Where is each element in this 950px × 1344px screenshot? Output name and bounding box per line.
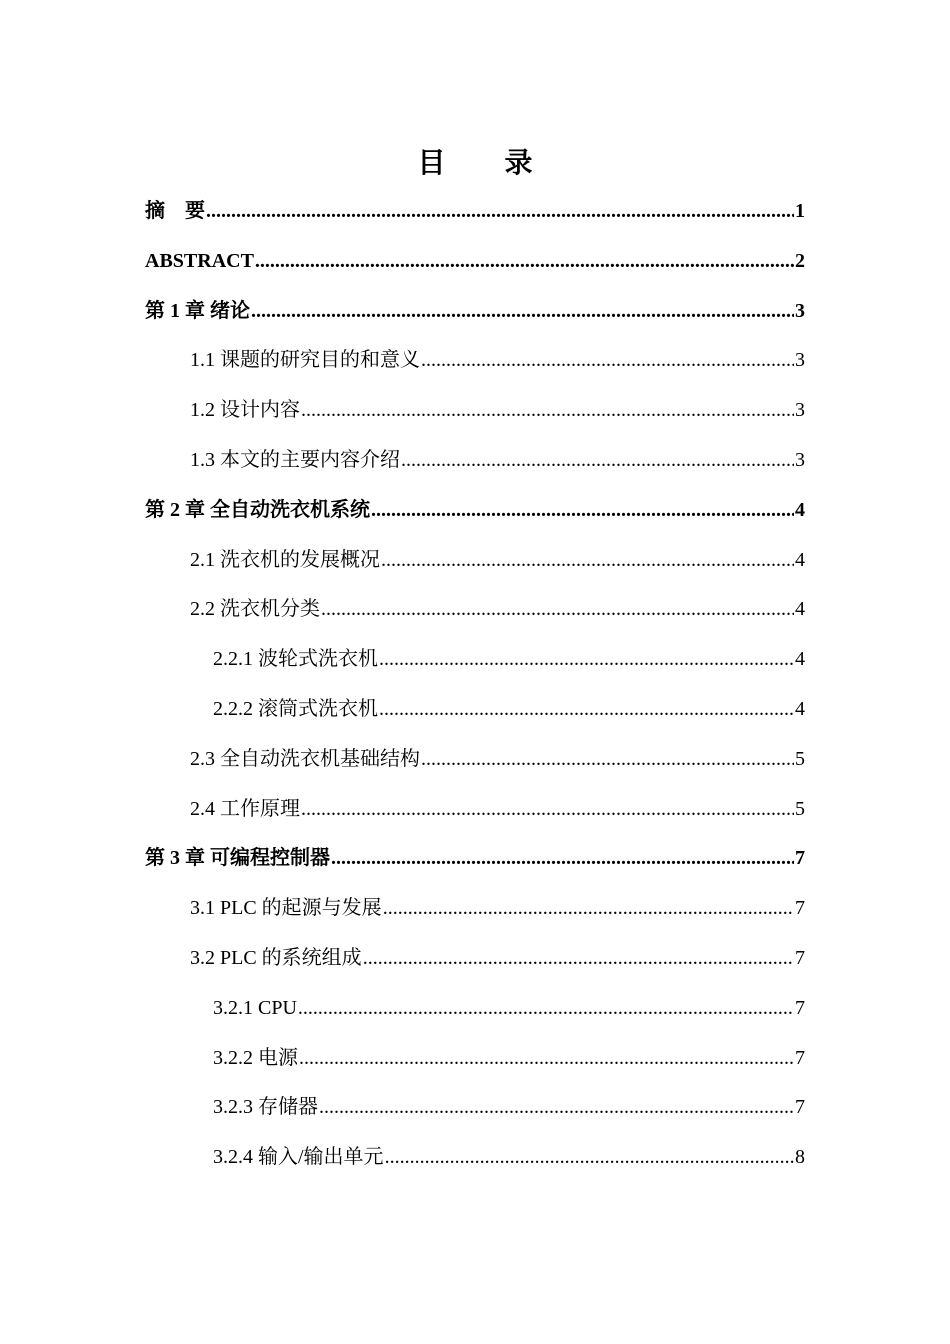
toc-entry[interactable] [145, 594, 805, 644]
toc-leader-dots [319, 1092, 794, 1122]
toc-page-number: 3 [795, 349, 805, 372]
toc-entry[interactable] [145, 345, 805, 395]
toc-entry[interactable] [145, 644, 805, 694]
toc-entry[interactable] [145, 744, 805, 794]
toc-leader-dots [301, 395, 794, 425]
toc-leader-dots [379, 694, 794, 724]
toc-entry-title: 2.2.1 波轮式洗衣机 [213, 648, 378, 671]
toc-leader-dots [301, 794, 794, 824]
toc-leader-dots [371, 495, 794, 525]
toc-leader-dots [401, 445, 794, 475]
toc-page-number: 7 [795, 946, 805, 969]
toc-entry-title: 2.1 洗衣机的发展概况 [190, 548, 380, 571]
toc-page-number: 4 [795, 697, 805, 720]
toc-entry-title: 第 1 章 绪论 [145, 299, 250, 322]
toc-leader-dots [363, 943, 794, 973]
toc-entry[interactable] [145, 1092, 805, 1142]
toc-entry[interactable] [145, 545, 805, 595]
toc-leader-dots [206, 196, 794, 226]
toc-leader-dots [379, 644, 794, 674]
toc-page-number: 8 [795, 1146, 805, 1169]
toc-leader-dots [381, 545, 794, 575]
toc-entry[interactable] [145, 794, 805, 844]
toc-leader-dots [385, 1142, 794, 1172]
toc-leader-dots [383, 893, 794, 923]
toc-entry[interactable] [145, 943, 805, 993]
toc-entry-title: 第 3 章 可编程控制器 [145, 847, 330, 870]
toc-page-number: 7 [795, 996, 805, 1019]
toc-page-number: 7 [795, 1046, 805, 1069]
toc-entry-title: 2.3 全自动洗衣机基础结构 [190, 747, 420, 770]
toc-page-number: 4 [795, 548, 805, 571]
toc-leader-dots [331, 843, 794, 873]
toc-leader-dots [251, 296, 794, 326]
toc-page-number: 4 [795, 498, 805, 521]
toc-entry-title: 3.2.1 CPU [213, 996, 297, 1019]
toc-page-number: 7 [795, 897, 805, 920]
toc-entry[interactable] [145, 694, 805, 744]
toc-entry-title: 3.1 PLC 的起源与发展 [190, 897, 382, 920]
toc-page-number: 2 [795, 249, 805, 272]
toc-entry-title: 1.3 本文的主要内容介绍 [190, 448, 400, 471]
toc-entry[interactable] [145, 993, 805, 1043]
toc-page-number: 3 [795, 448, 805, 471]
toc-entry[interactable] [145, 1142, 805, 1192]
toc-leader-dots [298, 993, 794, 1023]
toc-entry[interactable] [145, 196, 805, 246]
toc-entry-title: 2.2 洗衣机分类 [190, 598, 320, 621]
toc-entry-title: 3.2.2 电源 [213, 1046, 298, 1069]
toc-page-number: 5 [795, 797, 805, 820]
toc-entry-title: 2.2.2 滚筒式洗衣机 [213, 697, 378, 720]
toc-entry-title: 1.2 设计内容 [190, 399, 300, 422]
toc-page-number: 7 [795, 847, 805, 870]
toc-entry[interactable] [145, 246, 805, 296]
toc-entry[interactable] [145, 495, 805, 545]
toc-entry-title: 3.2.4 输入/输出单元 [213, 1146, 384, 1169]
toc-entry[interactable] [145, 1043, 805, 1093]
toc-page-number: 4 [795, 648, 805, 671]
toc-entry-title: 第 2 章 全自动洗衣机系统 [145, 498, 370, 521]
toc-entry-title: 2.4 工作原理 [190, 797, 300, 820]
table-of-contents [145, 196, 805, 1192]
toc-entry-title: 摘 要 [145, 200, 205, 222]
toc-entry[interactable] [145, 893, 805, 943]
page-title: 目 录 [417, 148, 559, 179]
toc-entry-title: 1.1 课题的研究目的和意义 [190, 349, 420, 372]
toc-entry[interactable] [145, 843, 805, 893]
toc-entry[interactable] [145, 395, 805, 445]
toc-page-number: 3 [795, 399, 805, 422]
toc-page-number: 3 [795, 299, 805, 322]
toc-leader-dots [255, 246, 794, 276]
toc-leader-dots [321, 594, 794, 624]
toc-leader-dots [421, 345, 794, 375]
toc-page-number: 5 [795, 747, 805, 770]
toc-entry[interactable] [145, 445, 805, 495]
toc-page-number: 1 [795, 200, 805, 222]
toc-entry[interactable] [145, 296, 805, 346]
toc-leader-dots [299, 1043, 794, 1073]
toc-leader-dots [421, 744, 794, 774]
toc-entry-title: 3.2 PLC 的系统组成 [190, 946, 362, 969]
toc-page-number: 4 [795, 598, 805, 621]
toc-entry-title: 3.2.3 存储器 [213, 1096, 318, 1119]
toc-entry-title: ABSTRACT [145, 249, 254, 272]
toc-page-number: 7 [795, 1096, 805, 1119]
